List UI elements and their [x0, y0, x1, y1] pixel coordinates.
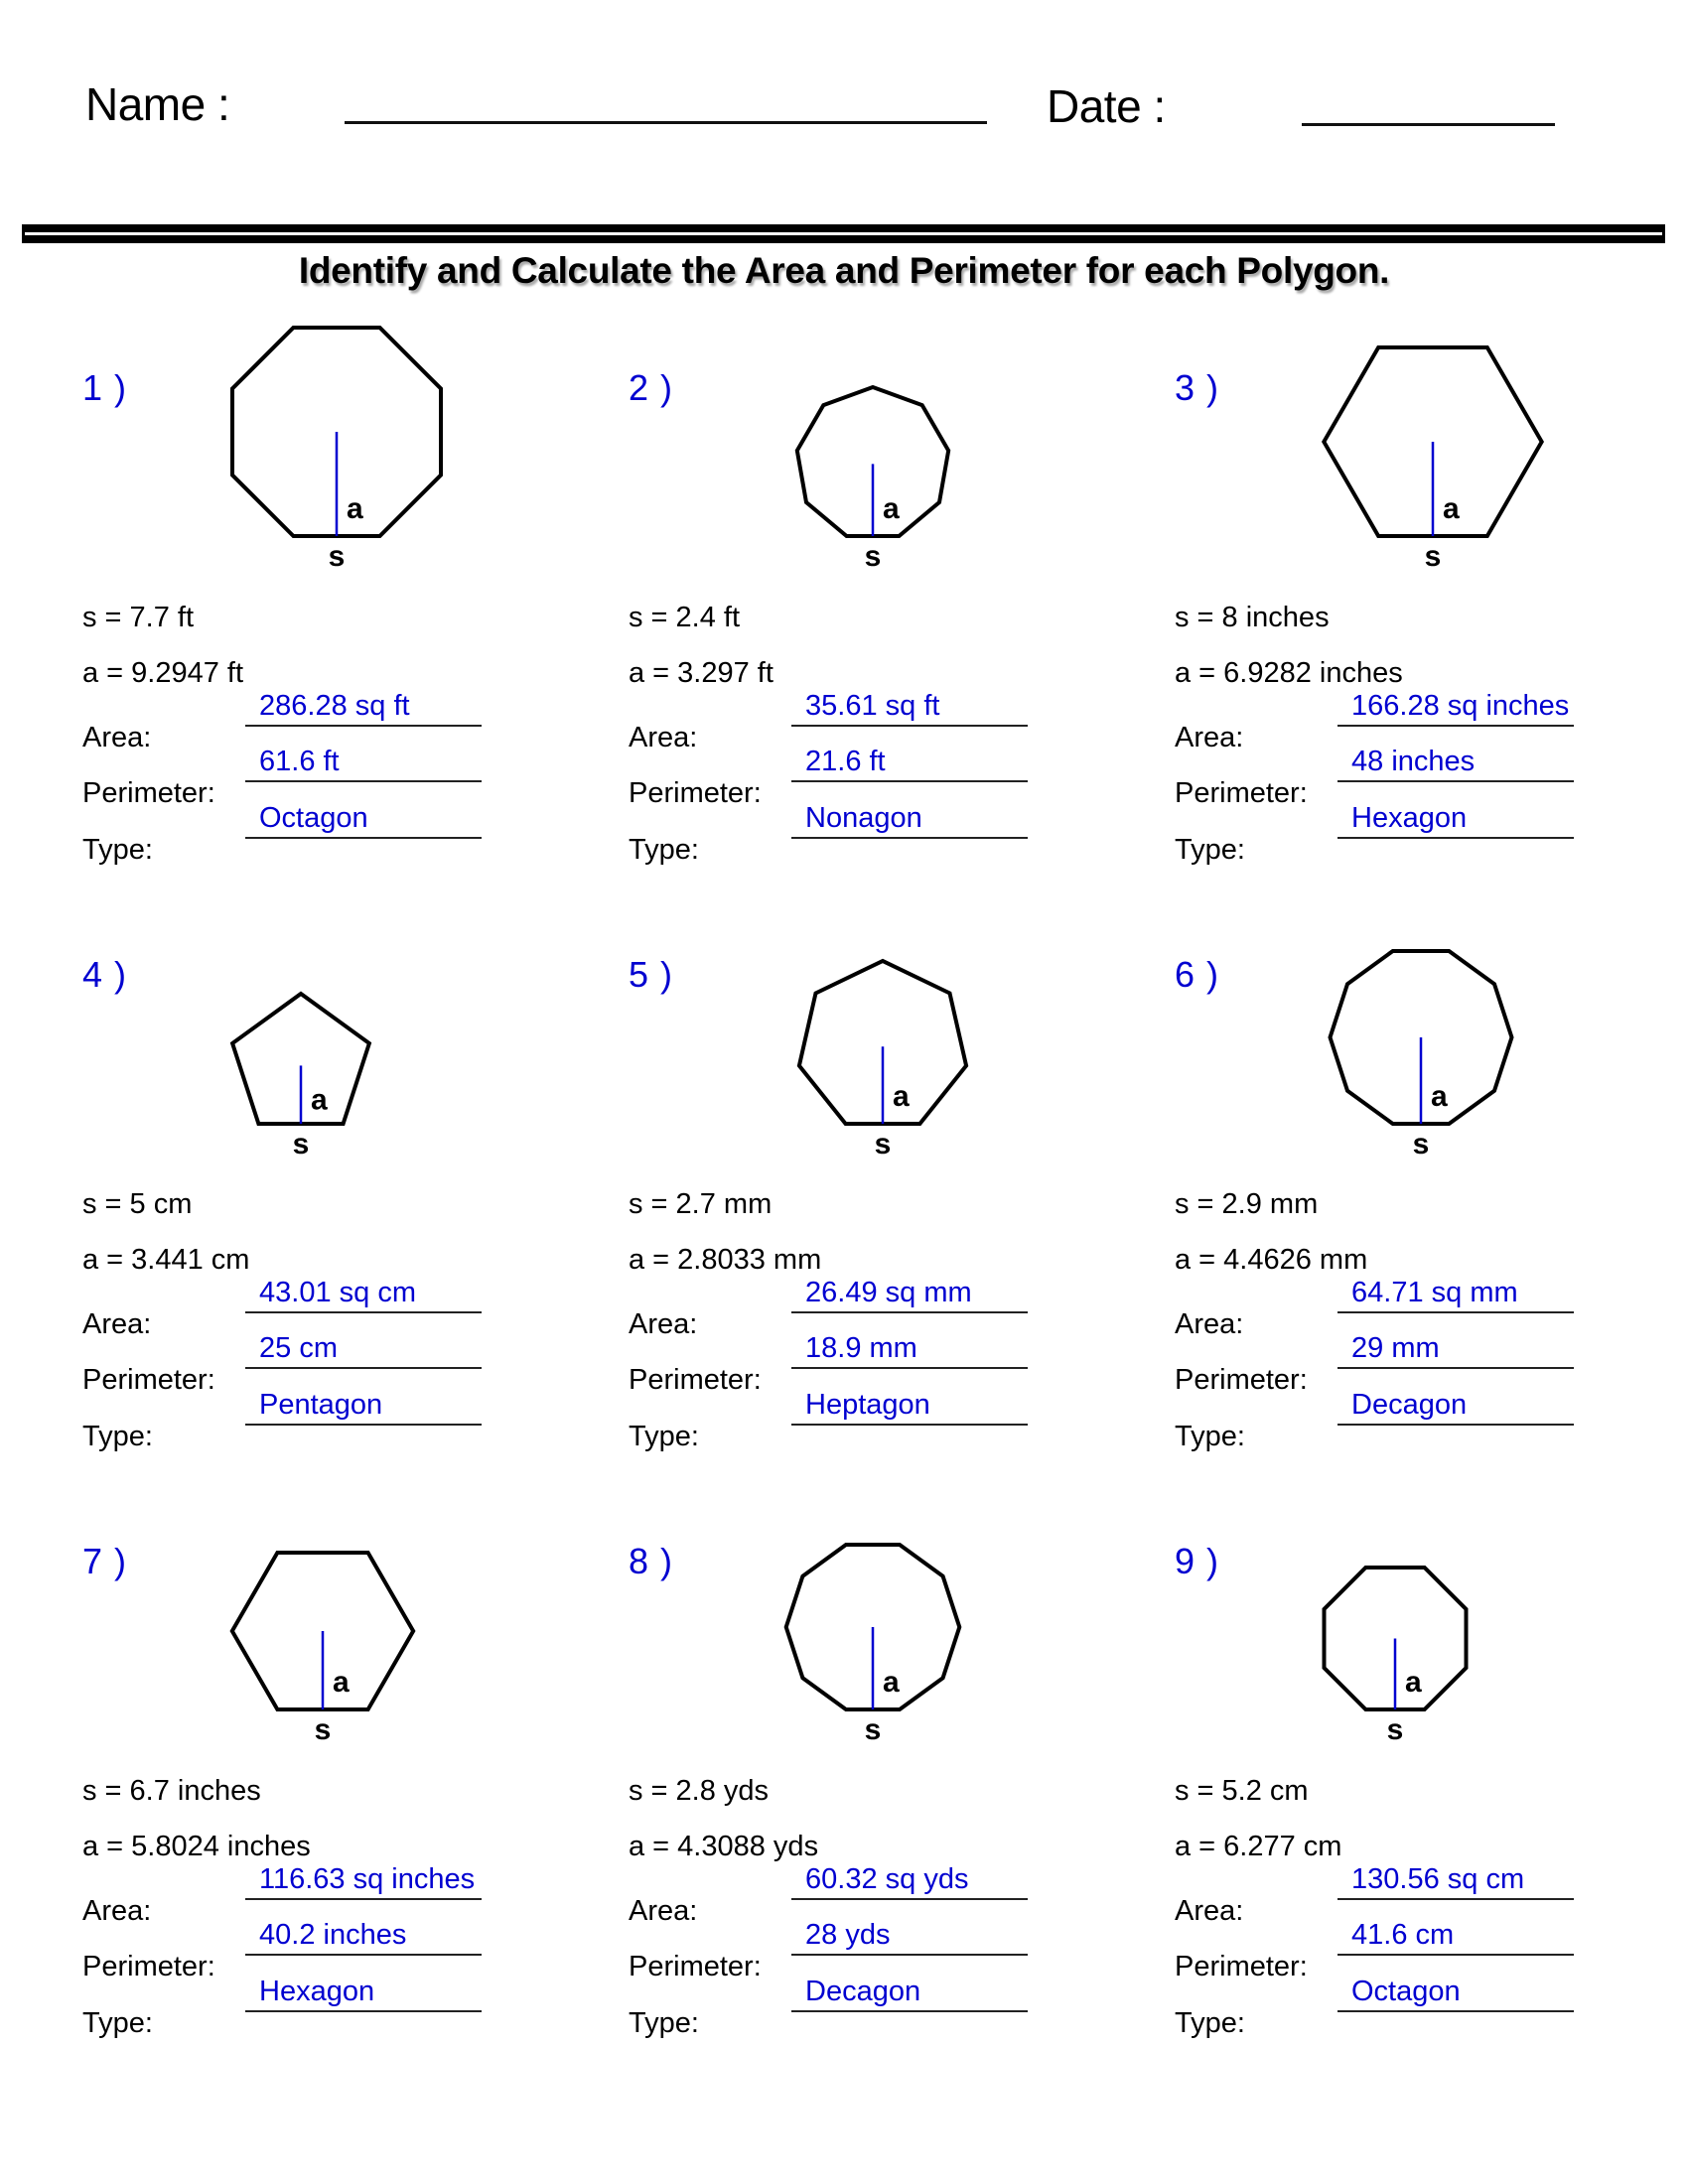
polygon-figure [629, 1543, 1185, 1781]
area-answer-field[interactable] [791, 1864, 1028, 1900]
name-blank-line[interactable] [345, 121, 987, 124]
perimeter-label: Perimeter: [1175, 1364, 1308, 1396]
area-label: Area: [82, 1308, 152, 1340]
perimeter-answer: 29 mm [1351, 1332, 1440, 1364]
area-label: Area: [1175, 1308, 1244, 1340]
given-side: s = 5.2 cm [1175, 1775, 1309, 1807]
side-symbol: s [292, 1128, 310, 1160]
side-symbol: s [864, 540, 882, 573]
polygon-figure [82, 1543, 638, 1781]
given-apothem: a = 6.9282 inches [1175, 657, 1403, 689]
problem-cell-7 [82, 1543, 638, 2129]
type-answer-field[interactable] [245, 1390, 482, 1426]
type-answer: Octagon [259, 802, 368, 834]
problem-number: 2 ) [629, 367, 674, 408]
problem-number: 1 ) [82, 367, 128, 408]
area-answer: 43.01 sq cm [259, 1277, 416, 1308]
polygon-figure [82, 956, 638, 1194]
type-answer-field[interactable] [245, 1977, 482, 2012]
problem-cell-1 [82, 369, 638, 956]
area-label: Area: [1175, 722, 1244, 753]
given-side: s = 6.7 inches [82, 1775, 261, 1807]
problem-cell-3 [1175, 369, 1688, 956]
problem-number: 9 ) [1175, 1541, 1220, 1581]
type-label: Type: [1175, 2007, 1245, 2039]
side-symbol: s [1424, 540, 1442, 573]
area-label: Area: [629, 722, 698, 753]
problem-number: 7 ) [82, 1541, 128, 1581]
type-label: Type: [1175, 1421, 1245, 1452]
perimeter-label: Perimeter: [82, 1951, 215, 1982]
problem-cell-2 [629, 369, 1185, 956]
perimeter-answer: 18.9 mm [805, 1332, 917, 1364]
given-apothem: a = 3.297 ft [629, 657, 774, 689]
area-answer: 60.32 sq yds [805, 1863, 969, 1895]
problem-number: 4 ) [82, 954, 128, 995]
type-label: Type: [82, 1421, 153, 1452]
area-answer: 130.56 sq cm [1351, 1863, 1525, 1895]
area-label: Area: [82, 722, 152, 753]
area-label: Area: [629, 1895, 698, 1927]
type-label: Type: [82, 2007, 153, 2039]
type-answer-field[interactable] [1337, 1977, 1574, 2012]
type-answer-field[interactable] [791, 803, 1028, 839]
area-answer-field[interactable] [791, 691, 1028, 727]
type-answer: Octagon [1351, 1976, 1461, 2007]
apothem-symbol: a [893, 1080, 910, 1113]
polygon-figure [1175, 369, 1688, 608]
perimeter-answer: 25 cm [259, 1332, 338, 1364]
type-answer: Hexagon [1351, 802, 1468, 834]
perimeter-answer: 61.6 ft [259, 746, 340, 777]
given-apothem: a = 4.3088 yds [629, 1831, 819, 1862]
perimeter-label: Perimeter: [82, 777, 215, 809]
type-label: Type: [629, 834, 699, 866]
type-answer-field[interactable] [1337, 803, 1574, 839]
side-symbol: s [864, 1713, 882, 1746]
problem-number: 3 ) [1175, 367, 1220, 408]
problem-number: 6 ) [1175, 954, 1220, 995]
apothem-symbol: a [347, 492, 363, 525]
area-answer: 286.28 sq ft [259, 690, 410, 722]
given-apothem: a = 5.8024 inches [82, 1831, 311, 1862]
type-answer: Heptagon [805, 1389, 930, 1421]
perimeter-label: Perimeter: [629, 1951, 762, 1982]
problem-number: 5 ) [629, 954, 674, 995]
area-answer: 166.28 sq inches [1351, 690, 1570, 722]
side-symbol: s [1412, 1128, 1430, 1160]
area-answer-field[interactable] [1337, 691, 1574, 727]
side-symbol: s [1386, 1713, 1404, 1746]
given-apothem: a = 9.2947 ft [82, 657, 244, 689]
apothem-symbol: a [1405, 1666, 1422, 1700]
area-answer-field[interactable] [791, 1278, 1028, 1313]
header-divider [22, 224, 1665, 243]
type-answer: Hexagon [259, 1976, 375, 2007]
problem-cell-8 [629, 1543, 1185, 2129]
name-label: Name : [85, 78, 230, 130]
perimeter-answer: 21.6 ft [805, 746, 886, 777]
polygon-figure [629, 956, 1185, 1194]
worksheet-title: Identify and Calculate the Area and Perimeter for each Polygon. [298, 250, 1390, 291]
type-label: Type: [629, 2007, 699, 2039]
given-side: s = 2.9 mm [1175, 1188, 1319, 1220]
apothem-symbol: a [333, 1666, 350, 1699]
area-label: Area: [1175, 1895, 1244, 1927]
area-label: Area: [629, 1308, 698, 1340]
area-answer-field[interactable] [245, 691, 482, 727]
area-label: Area: [82, 1895, 152, 1927]
apothem-symbol: a [883, 1666, 900, 1699]
given-apothem: a = 3.441 cm [82, 1244, 250, 1276]
polygon-figure [629, 369, 1185, 608]
given-apothem: a = 6.277 cm [1175, 1831, 1342, 1862]
perimeter-answer-field[interactable] [791, 747, 1028, 782]
apothem-symbol: a [1431, 1080, 1448, 1113]
given-apothem: a = 4.4626 mm [1175, 1244, 1368, 1276]
type-answer-field[interactable] [245, 803, 482, 839]
perimeter-label: Perimeter: [82, 1364, 215, 1396]
area-answer-field[interactable] [245, 1278, 482, 1313]
type-label: Type: [629, 1421, 699, 1452]
given-side: s = 2.4 ft [629, 602, 741, 633]
apothem-symbol: a [1443, 492, 1460, 525]
type-answer-field[interactable] [791, 1390, 1028, 1426]
type-answer: Decagon [1351, 1389, 1468, 1421]
problem-cell-6 [1175, 956, 1688, 1543]
type-answer: Nonagon [805, 802, 922, 834]
given-side: s = 7.7 ft [82, 602, 195, 633]
perimeter-label: Perimeter: [1175, 1951, 1308, 1982]
perimeter-answer: 40.2 inches [259, 1919, 407, 1951]
perimeter-label: Perimeter: [629, 1364, 762, 1396]
perimeter-answer-field[interactable] [245, 747, 482, 782]
perimeter-answer-field[interactable] [791, 1333, 1028, 1369]
polygon-figure [1175, 1543, 1688, 1781]
date-label: Date : [1047, 80, 1166, 132]
given-side: s = 5 cm [82, 1188, 193, 1220]
side-symbol: s [314, 1713, 332, 1746]
perimeter-answer: 28 yds [805, 1919, 891, 1951]
given-side: s = 2.8 yds [629, 1775, 770, 1807]
problem-cell-4 [82, 956, 638, 1543]
polygon-figure [82, 369, 638, 608]
area-answer: 35.61 sq ft [805, 690, 940, 722]
area-answer: 116.63 sq inches [259, 1863, 476, 1895]
type-label: Type: [1175, 834, 1245, 866]
perimeter-label: Perimeter: [1175, 777, 1308, 809]
date-blank-line[interactable] [1302, 123, 1555, 126]
problem-number: 8 ) [629, 1541, 674, 1581]
area-answer-field[interactable] [1337, 1278, 1574, 1313]
perimeter-answer-field[interactable] [1337, 1333, 1574, 1369]
given-side: s = 2.7 mm [629, 1188, 773, 1220]
perimeter-answer-field[interactable] [245, 1333, 482, 1369]
type-answer-field[interactable] [791, 1977, 1028, 2012]
given-apothem: a = 2.8033 mm [629, 1244, 822, 1276]
given-side: s = 8 inches [1175, 602, 1330, 633]
polygon-figure [1175, 956, 1688, 1194]
area-answer: 64.71 sq mm [1351, 1277, 1518, 1308]
perimeter-answer-field[interactable] [1337, 747, 1574, 782]
type-answer: Pentagon [259, 1389, 383, 1421]
area-answer-field[interactable] [1337, 1864, 1574, 1900]
apothem-symbol: a [311, 1083, 328, 1117]
perimeter-answer-field[interactable] [245, 1920, 482, 1956]
problem-cell-9 [1175, 1543, 1688, 2129]
perimeter-answer-field[interactable] [791, 1920, 1028, 1956]
side-symbol: s [328, 540, 346, 573]
perimeter-answer-field[interactable] [1337, 1920, 1574, 1956]
type-answer: Decagon [805, 1976, 921, 2007]
area-answer: 26.49 sq mm [805, 1277, 972, 1308]
side-symbol: s [874, 1128, 892, 1160]
perimeter-label: Perimeter: [629, 777, 762, 809]
perimeter-answer: 48 inches [1351, 746, 1476, 777]
problem-cell-5 [629, 956, 1185, 1543]
type-label: Type: [82, 834, 153, 866]
area-answer-field[interactable] [245, 1864, 482, 1900]
perimeter-answer: 41.6 cm [1351, 1919, 1455, 1951]
type-answer-field[interactable] [1337, 1390, 1574, 1426]
apothem-symbol: a [883, 492, 900, 525]
